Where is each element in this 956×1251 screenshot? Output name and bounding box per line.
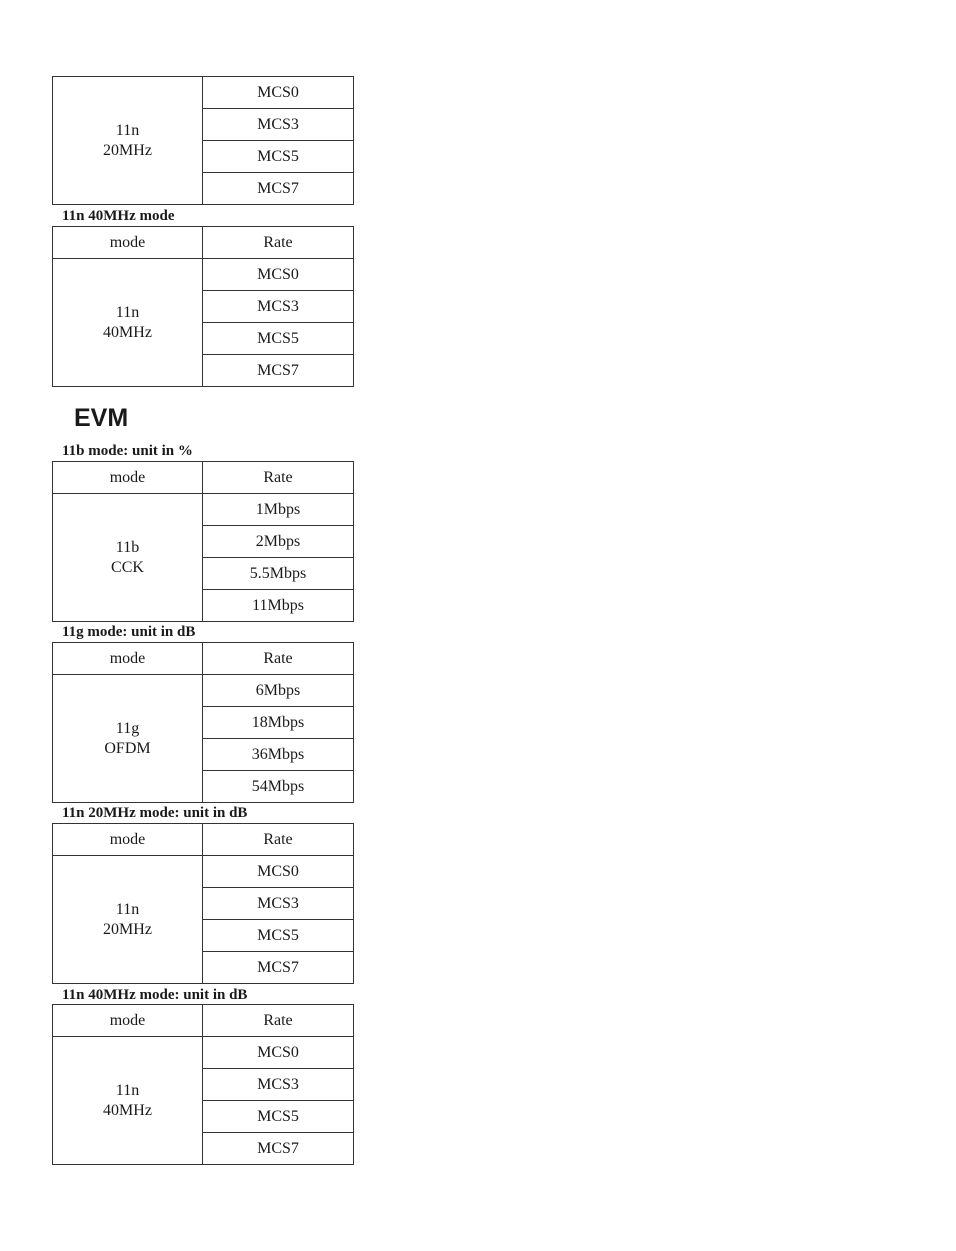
header-mode: mode [53,643,203,675]
table-header-row [53,1005,354,1037]
rate-cell: MCS0 [203,259,354,291]
rate-cell: MCS0 [203,77,354,109]
evm-11g-table-block [52,642,354,803]
n40-rate-table [52,226,354,387]
mode-line-1: 11n [115,303,140,321]
mode-line-2: 40MHz [103,323,152,341]
mode-line-1: 11n [115,900,140,918]
rate-cell: MCS5 [203,920,354,952]
mode-cell [53,259,203,387]
rate-cell: 36Mbps [203,739,354,771]
rate-cell: MCS5 [203,323,354,355]
evm-11b-table [52,461,354,622]
n40-table-block [52,226,354,387]
rate-cell: 11Mbps [203,590,354,622]
mode-cell [53,1037,203,1165]
evm-11g-table [52,642,354,803]
rate-cell: MCS5 [203,1101,354,1133]
table-row [53,1037,354,1069]
mode-line-2: 20MHz [103,920,152,938]
rate-cell: 2Mbps [203,526,354,558]
header-rate: Rate [203,824,354,856]
table-header-row [53,643,354,675]
header-rate: Rate [203,1005,354,1037]
rate-cell: 6Mbps [203,675,354,707]
table-header-row [53,462,354,494]
mode-cell [53,856,203,984]
top-rate-table [52,76,354,205]
header-mode: mode [53,227,203,259]
rate-cell: 5.5Mbps [203,558,354,590]
top-rate-table-block [52,76,354,205]
header-mode: mode [53,824,203,856]
mode-line-1: 11n [115,1081,140,1099]
evm-11n40-caption: 11n 40MHz mode: unit in dB [62,987,248,1003]
evm-11b-table-block [52,461,354,622]
rate-cell: MCS0 [203,1037,354,1069]
rate-cell: MCS3 [203,291,354,323]
mode-line-2: OFDM [104,739,151,757]
evm-11n40-table [52,1004,354,1165]
mode-line-1: 11g [115,719,140,737]
evm-11n20-table [52,823,354,984]
evm-11b-caption: 11b mode: unit in % [62,443,193,459]
rate-cell: MCS7 [203,952,354,984]
table-row [53,77,354,109]
evm-11n20-caption: 11n 20MHz mode: unit in dB [62,805,248,821]
evm-heading: EVM [74,404,129,432]
header-rate: Rate [203,643,354,675]
rate-cell: MCS7 [203,173,354,205]
mode-line-2: 40MHz [103,1101,152,1119]
table-header-row [53,824,354,856]
rate-cell: MCS0 [203,856,354,888]
header-mode: mode [53,462,203,494]
evm-11n20-table-block [52,823,354,984]
mode-line-2: 20MHz [103,141,152,159]
table-row [53,259,354,291]
rate-cell: 1Mbps [203,494,354,526]
rate-cell: 18Mbps [203,707,354,739]
header-rate: Rate [203,462,354,494]
n40-caption: 11n 40MHz mode [62,208,175,224]
rate-cell: MCS5 [203,141,354,173]
mode-cell [53,77,203,205]
rate-cell: MCS7 [203,355,354,387]
mode-cell [53,675,203,803]
evm-11n40-table-block [52,1004,354,1165]
rate-cell: MCS3 [203,1069,354,1101]
table-row [53,856,354,888]
mode-line-1: 11b [115,538,140,556]
header-rate: Rate [203,227,354,259]
rate-cell: MCS3 [203,109,354,141]
rate-cell: MCS7 [203,1133,354,1165]
rate-cell: MCS3 [203,888,354,920]
header-mode: mode [53,1005,203,1037]
mode-line-2: CCK [111,558,144,576]
table-header-row [53,227,354,259]
mode-line-1: 11n [115,121,140,139]
table-row [53,675,354,707]
evm-11g-caption: 11g mode: unit in dB [62,624,196,640]
table-row [53,494,354,526]
rate-cell: 54Mbps [203,771,354,803]
mode-cell [53,494,203,622]
